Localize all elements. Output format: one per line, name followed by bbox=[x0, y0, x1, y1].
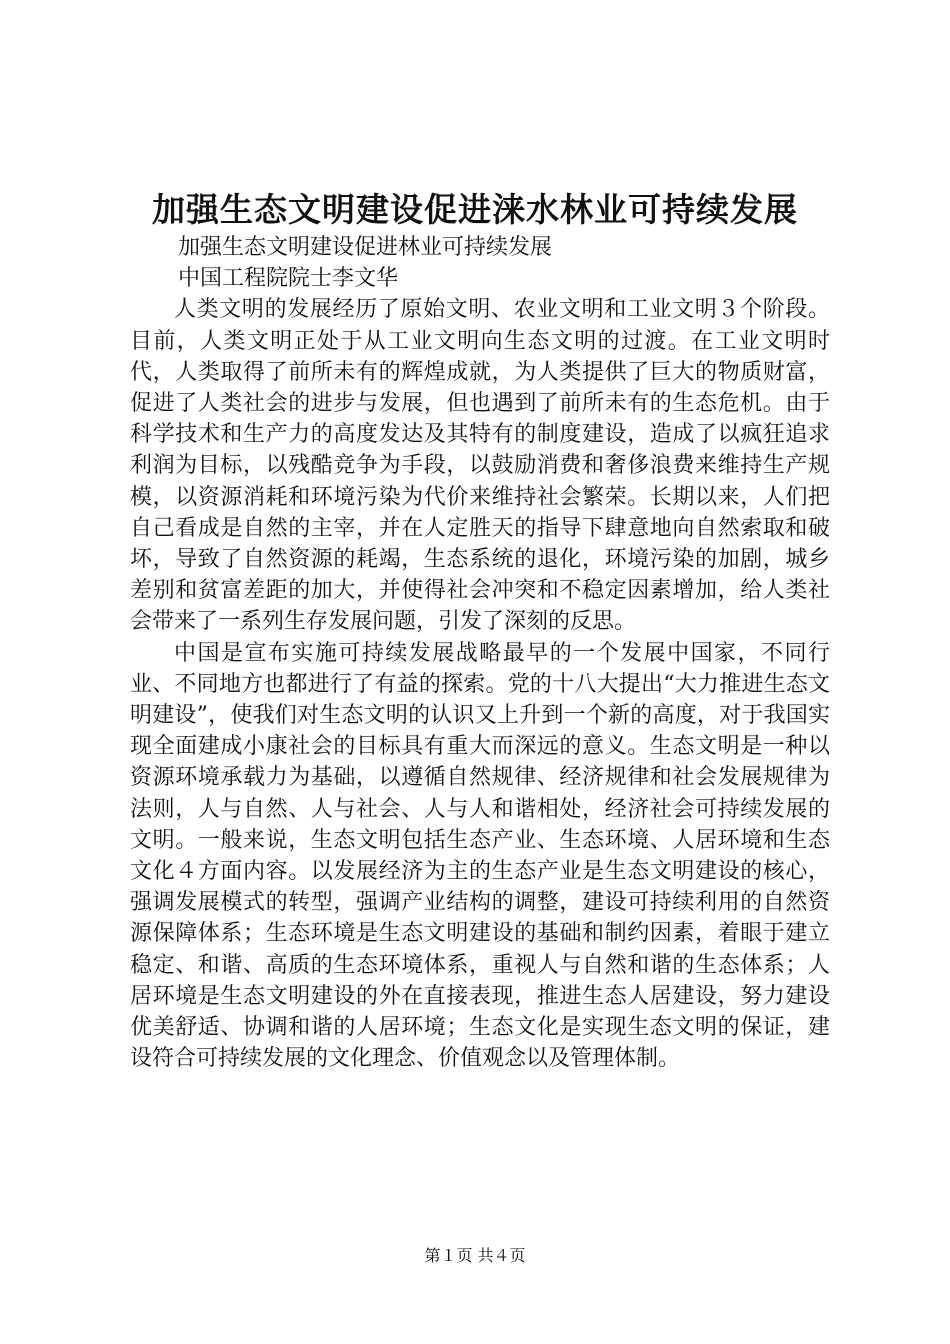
paragraph-1: 人类文明的发展经历了原始文明、农业文明和工业文明３个阶段。目前，人类文明正处于从工业文明向生态文明的过渡。在工业文明时代，人类取得了前所未有的辉煌成就，为人类提供了巨大的物质财富，促进了人类社会的进步与发展，但也遇到了前所未有的生态危机。由于科学技术和生产力的高度发达及其特有的制度建设，造成了以疯狂追求利润为目标，以残酷竞争为手段，以鼓励消费和奢侈浪费来维持生产规模，以资源消耗和环境污染为代价来维持社会繁荣。长期以来，人们把自己看成是自然的主宰，并在人定胜天的指导下肆意地向自然索取和破坏，导致了自然资源的耗竭，生态系统的退化，环境污染的加剧，城乡差别和贫富差距的加大，并使得社会冲突和不稳定因素增加，给人类社会带来了一系列生存发展问题，引发了深刻的反思。 bbox=[130, 297, 830, 635]
document-author: 中国工程院院士李文华 bbox=[178, 266, 399, 292]
page-number-footer: 第１页 共４页 bbox=[424, 1246, 526, 1265]
document-title: 加强生态文明建设促进涞水林业可持续发展 bbox=[152, 190, 798, 229]
paragraph-2: 中国是宣布实施可持续发展战略最早的一个发展中国家，不同行业、不同地方也都进行了有益的探索。党的十八大提出“大力推进生态文明建设”，使我们对生态文明的认识又上升到一个新的高度，对于我国实现全面建成小康社会的目标具有重大而深远的意义。生态文明是一种以资源环境承载力为基础，以遵循自然规律、经济规律和社会发展规律为法则，人与自然、人与社会、人与人和谐相处，经济社会可持续发展的文明。一般来说，生态文明包括生态产业、生态环境、人居环境和生态文化４方面内容。以发展经济为主的生态产业是生态文明建设的核心，强调发展模式的转型，强调产业结构的调整，建设可持续利用的自然资源保障体系；生态环境是生态文明建设的基础和制约因素，着眼于建立稳定、和谐、高质的生态环境体系，重视人与自然和谐的生态体系；人居环境是生态文明建设的外在直接表现，推进生态人居建设，努力建设优美舒适、协调和谐的人居环境；生态文化是实现生态文明的保证，建设符合可持续发展的文化理念、价值观念以及管理体制。 bbox=[130, 640, 830, 1072]
document-subtitle: 加强生态文明建设促进林业可持续发展 bbox=[178, 235, 553, 260]
document-body bbox=[130, 232, 830, 1074]
